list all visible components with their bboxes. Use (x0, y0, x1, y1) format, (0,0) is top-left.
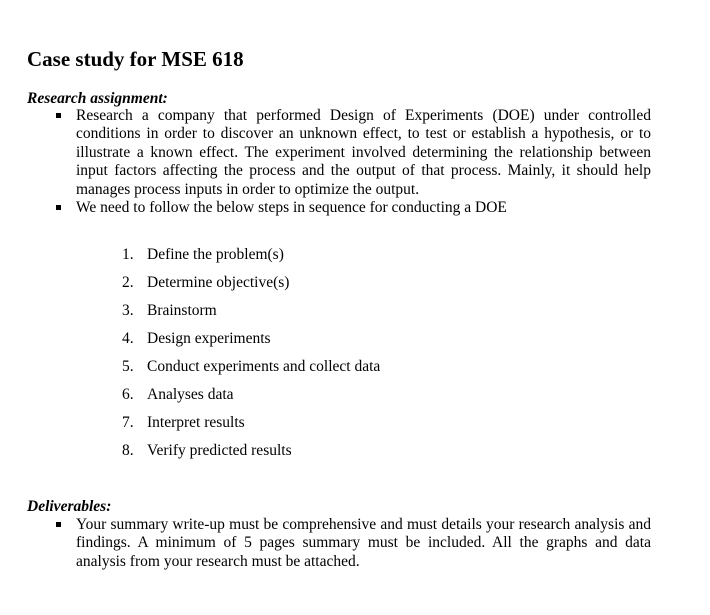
step-text: Determine objective(s) (147, 274, 290, 291)
page-title: Case study for MSE 618 (27, 47, 244, 71)
square-bullet-icon (56, 205, 61, 210)
step-item (0, 302, 710, 330)
research-bullet-item (0, 107, 651, 199)
step-item (0, 386, 710, 414)
step-item (0, 414, 710, 442)
step-text: Design experiments (147, 330, 271, 347)
step-number: 6. (122, 386, 134, 403)
deliverables-bullet-list (0, 516, 710, 571)
step-item (0, 246, 710, 274)
step-number: 5. (122, 358, 134, 375)
deliverables-bullet-item (0, 516, 651, 571)
step-text: Interpret results (147, 414, 245, 431)
step-item (0, 274, 710, 302)
step-text: Analyses data (147, 386, 234, 403)
doe-steps-list (0, 246, 710, 470)
step-number: 4. (122, 330, 134, 347)
step-item (0, 442, 710, 470)
square-bullet-icon (56, 113, 61, 118)
step-item (0, 330, 710, 358)
step-text: Conduct experiments and collect data (147, 358, 381, 375)
step-number: 8. (122, 442, 134, 459)
deliverables-bullet-text: Your summary write-up must be comprehensive and must details your research analysis and findings. A minimum of 5 pages summary must be included. All the graphs and data analysis from your research must be attached. (76, 516, 651, 570)
step-number: 2. (122, 274, 134, 291)
step-text: Define the problem(s) (147, 246, 284, 263)
research-bullet-text: We need to follow the below steps in sequence for conducting a DOE (76, 199, 507, 217)
step-number: 7. (122, 414, 134, 431)
research-assignment-heading: Research assignment: (27, 90, 168, 107)
deliverables-heading: Deliverables: (27, 498, 112, 515)
square-bullet-icon (56, 522, 61, 527)
step-text: Verify predicted results (147, 442, 292, 459)
step-number: 1. (122, 246, 134, 263)
research-bullet-text: Research a company that performed Design of Experiments (DOE) under controlled conditions in order to discover an unknown effect, to test or establish a hypothesis, or to illustrate a known effect. The experiment involved determining the relationship between input factors affecting the process and the output of that process. Mainly, it should help manages process inputs in order to optimize the output. (76, 107, 651, 198)
step-item (0, 358, 710, 386)
research-bullet-list (0, 107, 710, 217)
research-bullet-item (0, 199, 651, 217)
step-number: 3. (122, 302, 134, 319)
step-text: Brainstorm (147, 302, 217, 319)
